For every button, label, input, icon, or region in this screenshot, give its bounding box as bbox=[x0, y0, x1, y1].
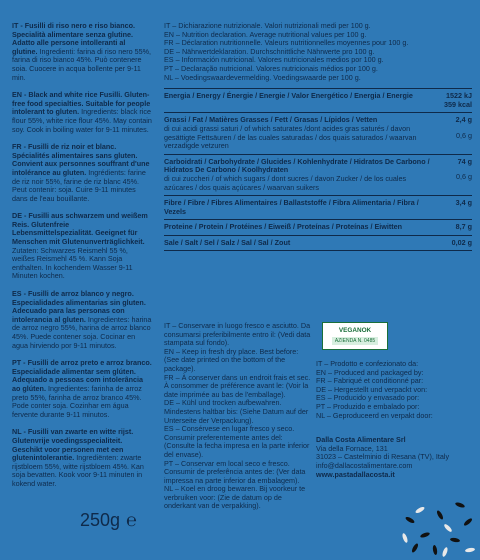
product-description: PT - Fusilli de arroz preto e arroz branco. Especialidade alimentar sem glúten. Adequado a pessoas com intolerância ao glúten. bbox=[12, 358, 152, 393]
ingredients-block bbox=[12, 212, 152, 281]
nutrition-header-line: PT – Declaração nutricional. Valores nutricionais médios por 100 g. bbox=[164, 63, 378, 73]
nutrient-value: 3,4 g bbox=[455, 198, 472, 208]
nutrient-value-group bbox=[436, 116, 472, 140]
nutrition-header-line: EN – Nutrition declaration. Average nutritional values per 100 g. bbox=[164, 29, 367, 39]
ingredients-column bbox=[0, 0, 158, 560]
product-description: ES - Fusilli de arroz blanco y negro. Especialidades alimentarias sin gluten. Adecuado para las personas con intolerancia al gluten. bbox=[12, 289, 146, 324]
ingredients-block bbox=[12, 22, 152, 82]
nutrient-sub-value: 0,6 g bbox=[456, 172, 472, 182]
nutrient-value: 8,7 g bbox=[455, 222, 472, 232]
ingredients-block bbox=[12, 428, 152, 488]
nutrient-value-group bbox=[436, 92, 472, 109]
company-web: www.pastadallacosta.it bbox=[316, 469, 395, 479]
nutrition-header bbox=[164, 22, 472, 82]
nutrient-value-group bbox=[436, 158, 472, 182]
nutrient-label-group bbox=[164, 116, 436, 150]
company-info bbox=[316, 436, 472, 479]
ingredients-block bbox=[12, 91, 152, 134]
product-description: FR - Fusilli de riz noir et blanc. Spécialités alimentaires sans gluten. Convient aux personnes souffrant d'une intolérance au gluten. bbox=[12, 142, 150, 177]
nutrition-header-line: ES – Información nutricional. Valores nutricionales medios por 100 g. bbox=[164, 55, 384, 65]
vegan-badge-title: VEGANOK bbox=[338, 326, 372, 334]
ingredients-text: Ingrédients: farine de riz noir 55%, farine de riz blanc 45%. Peut contenir: soja. Cuire 9-11 minutes dans de l'eau bouillante. bbox=[12, 167, 146, 203]
nutrition-header-line: DE – Nährwertdeklaration. Durchschnittliche Nährwerte pro 100 g. bbox=[164, 46, 375, 56]
nutrition-header-line: IT – Dichiarazione nutrizionale. Valori nutrizionali medi per 100 g. bbox=[164, 21, 371, 30]
net-weight bbox=[80, 510, 137, 531]
nutrient-sub-value: 0,6 g bbox=[456, 130, 472, 140]
nutrient-label: Fibre / Fibre / Fibres Alimentaires / Ballaststoffe / Fibra Alimentaria / Fibra / Vezels bbox=[164, 198, 419, 216]
nutrient-value: 74 g bbox=[457, 156, 472, 166]
nutrition-row bbox=[164, 89, 472, 112]
nutrient-label-group bbox=[164, 199, 436, 216]
nutrient-label: Grassi / Fat / Matières Grasses / Fett / Grasas / Lípidos / Vetten bbox=[164, 115, 378, 125]
ingredients-block bbox=[12, 143, 152, 203]
vegan-badge bbox=[322, 322, 388, 350]
nutrition-row bbox=[164, 195, 472, 219]
nutrient-value-group bbox=[436, 239, 472, 248]
ingredients-text: Ingredientes: farinha de arroz preto 55%, farinha de arroz branco 45%. Pode conter soja. Cozinhar em água fervente durante 9-11 minutos. bbox=[12, 383, 142, 419]
nutrient-label-group bbox=[164, 92, 436, 101]
ingredients-text: Ingrediënten: zwarte rijstbloem 55%, witte rijstbloem 45%. Kan soja bevatten. Kook voor 9-11 minuten in kokend water. bbox=[12, 453, 144, 488]
vegan-badge-sub: AZIENDA N. 0485 bbox=[332, 337, 378, 346]
company-name: Dalla Costa Alimentare Srl bbox=[316, 435, 406, 445]
nutrition-row bbox=[164, 219, 472, 235]
nutrient-label: Carboidrati / Carbohydrate / Glucides / Kohlenhydrate / Hidratos De Carbono / Hidratos De Carbono / Koolhydraten bbox=[164, 156, 430, 175]
nutrient-value: 0,02 g bbox=[451, 237, 472, 247]
nutrient-label: Proteine / Protein / Protéines / Eiweiß / Proteínas / Proteínas / Eiwitten bbox=[164, 222, 403, 232]
nutrient-sub-label: di cui zuccheri / of which sugars / dont sucres / davon Zucker / de los cuales azúcares / dos quais açúcares / waarvan suikers bbox=[164, 173, 407, 192]
nutrient-value-group bbox=[436, 223, 472, 232]
nutrient-value: 1522 kJ 359 kcal bbox=[444, 91, 472, 109]
nutrition-header-line: FR – Déclaration nutritionnelle. Valeurs nutritionnelles moyennes pour 100 g. bbox=[164, 38, 409, 48]
producer-lines: IT – Prodotto e confezionato da: EN – Produced and packaged by: FR – Fabriqué et conditionné par: DE – Hergestellt und verpackt von: ES – Producido y envasado por: PT – Produzido e embalado por: NL – Geproduceerd en verpakt door: bbox=[316, 359, 433, 420]
product-description: IT - Fusilli di riso nero e riso bianco. Specialità alimentare senza glutine. Adatto alle persone intolleranti al glutine. bbox=[12, 21, 136, 56]
ingredients-text: Ingredientes: harina de arroz negro 55%, harina de arroz blanco 45%. Puede contener soja. Cocinar en agua hirviendo por 9-11 minutos. bbox=[12, 314, 152, 350]
nutrient-label: Energia / Energy / Énergie / Energie / Valor Energético / Energia / Energie bbox=[164, 91, 413, 101]
producer-info bbox=[316, 322, 472, 479]
nutrient-label-group bbox=[164, 223, 436, 232]
ingredients-block bbox=[12, 290, 152, 350]
company-street: Via della Fornace, 131 bbox=[316, 443, 388, 453]
product-description: NL - Fusilli van zwarte en witte rijst. Glutenvrije voedingsspecialiteit. Geschikt voor personen met een glutenintolerantie. bbox=[12, 427, 134, 463]
storage-instructions: IT – Conservare in luogo fresco e asciutto. Da consumarsi preferibilmente entro il: (Vedi data stampata sul fondo). EN – Keep in fresh dry place. Best before: (See date printed on the bottom of the package). FR – À conserver dans un endroit frais et sec. À consommer de préférence avant le: (Voir la date imprimée au bas de l'emballage). DE – Kühl und trocken aufbewahren. Mindestens haltbar bis: (Siehe Datum auf der Unterseite der Verpackung). ES – Consérvese en lugar fresco y seco. Consumir preferentemente antes del: (Consulte la fecha impresa en la parte inferior del envase). PT – Conservar em local seco e fresco. Consumir de preferência antes de: (Ver data impressa na parte inferior da embalagem). NL – Koel en droog bewaren. Bij voorkeur te verbruiken voor: (Zie de datum op de onderkant van de verpakking). bbox=[164, 321, 311, 511]
rice-grains-icon bbox=[390, 480, 480, 560]
nutrient-value-group bbox=[436, 199, 472, 208]
product-description: DE - Fusilli aus schwarzem und weißem Reis. Glutenfreie Lebensmittelspezialität. Geeignet für Menschen mit Glutenunverträglichkeit. bbox=[12, 211, 148, 247]
nutrient-label-group bbox=[164, 239, 436, 248]
nutrient-sub-label: di cui acidi grassi saturi / of which saturates /dont acides gras saturés / davon gesättigte Fettsäuren / de las cuales saturadas / dos quais saturados / waarvan verzadigde vetzuren bbox=[164, 123, 417, 151]
nutrition-row bbox=[164, 112, 472, 153]
nutrient-label-group bbox=[164, 158, 436, 192]
nutrient-label: Sale / Salt / Sel / Salz / Sal / Sal / Zout bbox=[164, 237, 291, 247]
estimate-mark-icon: ℮ bbox=[126, 510, 137, 530]
company-city: 31023 – Castelminio di Resana (TV), Italy bbox=[316, 452, 450, 462]
nutrition-row bbox=[164, 154, 472, 195]
weight-value: 250g bbox=[80, 510, 121, 530]
product-description: EN - Black and white rice Fusilli. Gluten-free food specialties. Suitable for people intolerant to gluten. bbox=[12, 90, 151, 117]
ingredients-text: Ingredienti: farina di riso nero 55%, farina di riso bianco 45%. Può contenere soia. Cuocere in acqua bollente per 9-11 min. bbox=[12, 46, 152, 82]
nutrient-value: 2,4 g bbox=[455, 115, 472, 125]
ingredients-text: Zutaten: Schwarzes Reismehl 55 %, weißes Reismehl 45 %. Kann Soja enthalten. In kochendem Wasser 9-11 Minuten kochen. bbox=[12, 245, 133, 281]
nutrition-table bbox=[164, 88, 472, 251]
company-email: info@dallacostalimentare.com bbox=[316, 460, 413, 470]
nutrition-row bbox=[164, 235, 472, 251]
ingredients-block bbox=[12, 359, 152, 419]
nutrition-header-line: NL – Voedingswaardevermelding. Voedingswaarde per 100 g. bbox=[164, 72, 361, 82]
ingredients-text: Ingredients: black rice flour 55%, white rice flour 45%. May contain soy. Cook in boiling water for 9-11 minutes. bbox=[12, 107, 152, 134]
